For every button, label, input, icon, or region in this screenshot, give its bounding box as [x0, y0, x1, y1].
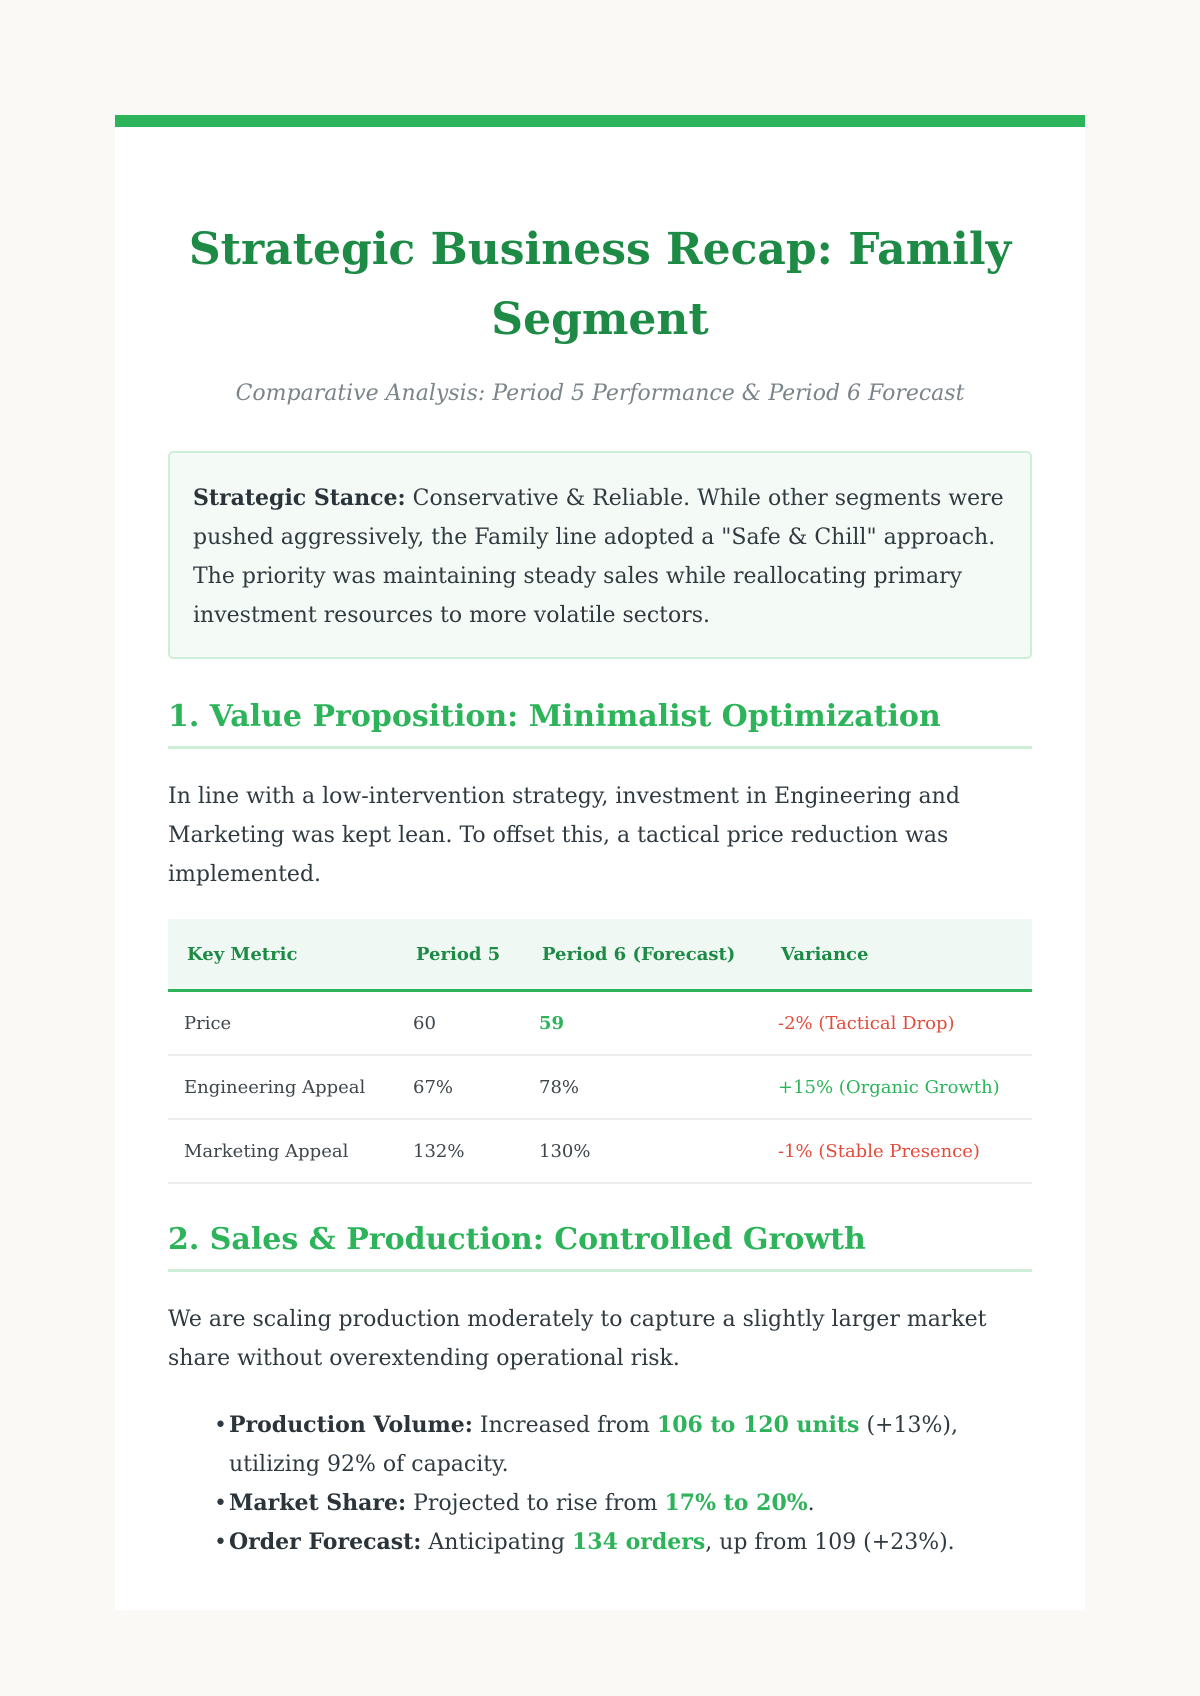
list-item [214, 1484, 1032, 1523]
section-heading-sales-production: 2. Sales & Production: Controlled Growth [168, 1222, 1032, 1272]
section-heading-value-proposition: 1. Value Proposition: Minimalist Optimization [168, 699, 1032, 749]
bullet-text: , up from 109 (+23%). [705, 1530, 955, 1555]
strategic-stance-callout [168, 451, 1032, 659]
column-header-period-5: Period 5 [397, 919, 523, 991]
table-cell-period-5: 60 [397, 991, 523, 1056]
report-page [115, 115, 1085, 1610]
list-item [214, 1406, 1032, 1484]
callout-text: Conservative & Reliable. While other segments were pushed aggressively, the Family line adopted a "Safe & Chill" approach. The priority was maintaining steady sales while reallocating primary investment resources to more volatile sectors. [193, 486, 1004, 628]
bullet-highlight: 17% to 20% [664, 1490, 808, 1516]
bullet-highlight: 134 orders [572, 1529, 706, 1555]
table-cell-period-5: 132% [397, 1119, 523, 1183]
table-cell-period-6: 59 [523, 991, 762, 1056]
table-cell-period-5: 67% [397, 1055, 523, 1119]
table-cell-period-6: 130% [523, 1119, 762, 1183]
bullet-label: Market Share: [229, 1490, 407, 1516]
table-cell-period-6: 78% [523, 1055, 762, 1119]
table-row [168, 1119, 1032, 1183]
bullet-text: Projected to rise from [406, 1491, 665, 1516]
bullet-highlight: 106 to 120 units [656, 1412, 860, 1438]
bullet-text: . [807, 1491, 815, 1516]
section-intro-value-proposition: In line with a low-intervention strategy, investment in Engineering and Marketing was kept lean. To offset this, a tactical price reduction was implemented. [168, 784, 960, 887]
section-intro-sales-production: We are scaling production moderately to capture a slightly larger market share without overextending operational risk. [168, 1307, 987, 1371]
table-cell-metric: Price [168, 991, 397, 1056]
table-cell-variance: -1% (Stable Presence) [762, 1119, 1032, 1183]
bullet-label: Production Volume: [229, 1412, 473, 1438]
page-subtitle: Comparative Analysis: Period 5 Performance & Period 6 Forecast [235, 381, 965, 406]
callout-label: Strategic Stance: [193, 485, 406, 511]
bullet-label: Order Forecast: [229, 1529, 422, 1555]
table-cell-variance: +15% (Organic Growth) [762, 1055, 1032, 1119]
column-header-key-metric: Key Metric [168, 919, 397, 991]
table-row [168, 991, 1032, 1056]
column-header-variance: Variance [762, 919, 1032, 991]
list-item [214, 1523, 1032, 1562]
table-row [168, 1055, 1032, 1119]
bullet-text: Anticipating [421, 1530, 572, 1555]
table-cell-variance: -2% (Tactical Drop) [762, 991, 1032, 1056]
table-header-row [168, 919, 1032, 991]
sales-bullet-list [168, 1406, 1032, 1562]
metrics-table [168, 919, 1032, 1184]
table-cell-metric: Engineering Appeal [168, 1055, 397, 1119]
bullet-text: Increased from [472, 1413, 657, 1438]
bullet-text: (+13%), utilizing 92% of capacity. [229, 1413, 958, 1477]
column-header-period-6: Period 6 (Forecast) [523, 919, 762, 991]
table-cell-metric: Marketing Appeal [168, 1119, 397, 1183]
page-title: Strategic Business Recap: Family Segment [188, 224, 1012, 345]
